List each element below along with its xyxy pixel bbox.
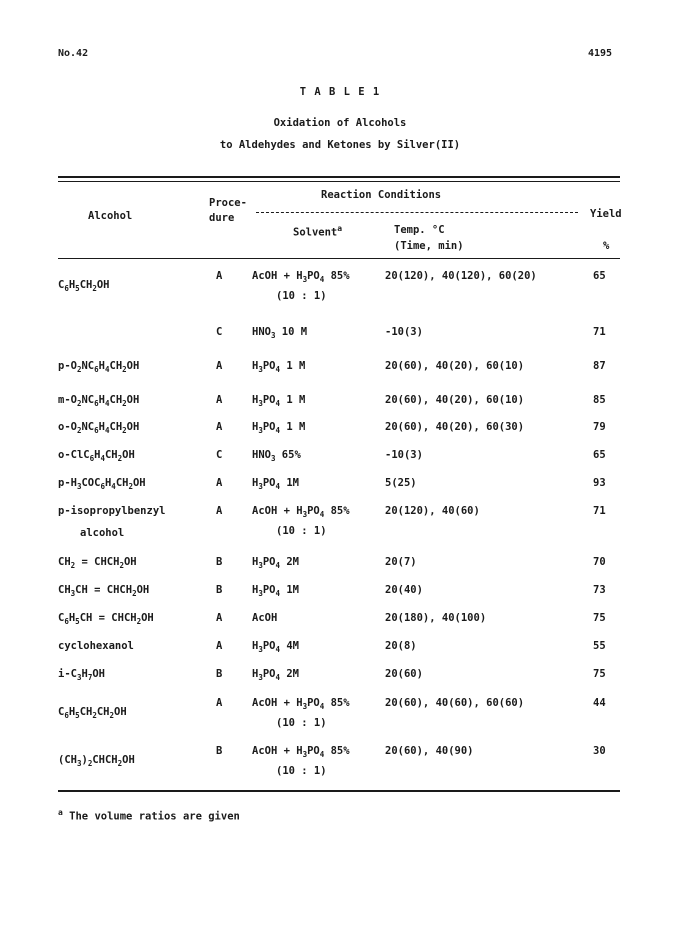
temp-time-cell: 20(60), 40(60), 60(60) bbox=[385, 697, 525, 709]
procedure-cell: B bbox=[216, 584, 223, 596]
col-header-temp: Temp. °C bbox=[394, 224, 445, 236]
header-rule bbox=[58, 258, 620, 259]
temp-time-cell: 20(8) bbox=[385, 640, 417, 652]
alcohol-cell: $C_6H_5CH$ = $CHCH_2OH$ bbox=[58, 612, 154, 626]
temp-time-cell: -10(3) bbox=[385, 449, 423, 461]
temp-time-cell: 20(40) bbox=[385, 584, 423, 596]
temp-time-cell: 20(7) bbox=[385, 556, 417, 568]
alcohol-cell: $C_6H_5CH_2OH$ bbox=[58, 279, 110, 293]
solvent-cell: $H_3PO_4$ 2M bbox=[252, 556, 299, 570]
temp-time-cell: 20(60), 40(20), 60(30) bbox=[385, 421, 525, 433]
alcohol-cell: $p-H_3COC_6H_4CH_2OH$ bbox=[58, 477, 146, 491]
procedure-cell: A bbox=[216, 394, 223, 406]
procedure-cell: B bbox=[216, 668, 223, 680]
procedure-cell: A bbox=[216, 360, 223, 372]
procedure-cell: A bbox=[216, 477, 223, 489]
solvent-cell: AcOH bbox=[252, 612, 278, 624]
table-top-rule-thin bbox=[58, 181, 620, 182]
procedure-cell: C bbox=[216, 326, 223, 338]
journal-issue: No.42 bbox=[58, 48, 89, 59]
page-number: 4195 bbox=[588, 48, 613, 59]
yield-cell: 87 bbox=[593, 360, 606, 372]
yield-cell: 55 bbox=[593, 640, 606, 652]
alcohol-cell: p-isopropylbenzyl bbox=[58, 505, 166, 517]
yield-cell: 65 bbox=[593, 449, 606, 461]
yield-cell: 30 bbox=[593, 745, 606, 757]
solvent-cell: $HNO_3$ 10 M bbox=[252, 326, 308, 340]
procedure-cell: A bbox=[216, 640, 223, 652]
col-header-time: (Time, min) bbox=[394, 240, 464, 252]
solvent-cell: $H_3PO_4$ 2M bbox=[252, 668, 299, 682]
procedure-cell: A bbox=[216, 421, 223, 433]
yield-cell: 70 bbox=[593, 556, 606, 568]
temp-time-cell: 20(180), 40(100) bbox=[385, 612, 487, 624]
footnote: $^a$ The volume ratios are given bbox=[58, 808, 240, 823]
table-bottom-rule bbox=[58, 790, 620, 792]
temp-time-cell: 20(60), 40(20), 60(10) bbox=[385, 360, 525, 372]
alcohol-cell: $C_6H_5CH_2CH_2OH$ bbox=[58, 706, 127, 720]
temp-time-cell: 20(120), 40(120), 60(20) bbox=[385, 270, 537, 282]
solvent-cell: $H_3PO_4$ 1 M bbox=[252, 421, 306, 435]
temp-time-cell: 20(60), 40(20), 60(10) bbox=[385, 394, 525, 406]
yield-cell: 75 bbox=[593, 612, 606, 624]
col-header-yield: Yield bbox=[590, 208, 622, 220]
solvent-cell: $HNO_3$ 65% bbox=[252, 449, 301, 463]
alcohol-cell: $o-O_2NC_6H_4CH_2OH$ bbox=[58, 421, 140, 435]
alcohol-cell: $m-O_2NC_6H_4CH_2OH$ bbox=[58, 394, 140, 408]
alcohol-cell: $CH_2$ = $CHCH_2OH$ bbox=[58, 556, 137, 570]
temp-time-cell: 5(25) bbox=[385, 477, 417, 489]
solvent-cell: $H_3PO_4$ 4M bbox=[252, 640, 299, 654]
procedure-cell: A bbox=[216, 697, 223, 709]
yield-cell: 44 bbox=[593, 697, 606, 709]
procedure-cell: A bbox=[216, 270, 223, 282]
table-top-rule bbox=[58, 176, 620, 178]
yield-cell: 71 bbox=[593, 326, 606, 338]
col-header-alcohol: Alcohol bbox=[88, 210, 133, 222]
solvent-cell: AcOH + $H_3PO_4$ 85% bbox=[252, 745, 350, 759]
yield-cell: 85 bbox=[593, 394, 606, 406]
yield-cell: 65 bbox=[593, 270, 606, 282]
alcohol-cell: $p-O_2NC_6H_4CH_2OH$ bbox=[58, 360, 140, 374]
solvent-cell: $H_3PO_4$ 1 M bbox=[252, 360, 306, 374]
col-header-solvent: Solvent$^a$ bbox=[293, 224, 343, 239]
solvent-cell: $H_3PO_4$ 1 M bbox=[252, 394, 306, 408]
col-header-reaction-conditions: Reaction Conditions bbox=[321, 189, 442, 201]
solvent-cell: AcOH + $H_3PO_4$ 85% bbox=[252, 505, 350, 519]
procedure-cell: A bbox=[216, 505, 223, 517]
solvent-ratio-cell: (10 : 1) bbox=[276, 525, 327, 537]
alcohol-cell-cont: alcohol bbox=[80, 527, 125, 539]
table-title: T A B L E 1 bbox=[299, 86, 381, 98]
solvent-cell: AcOH + $H_3PO_4$ 85% bbox=[252, 697, 350, 711]
temp-time-cell: -10(3) bbox=[385, 326, 423, 338]
yield-cell: 75 bbox=[593, 668, 606, 680]
solvent-ratio-cell: (10 : 1) bbox=[276, 290, 327, 302]
temp-time-cell: 20(60), 40(90) bbox=[385, 745, 474, 757]
yield-cell: 79 bbox=[593, 421, 606, 433]
temp-time-cell: 20(120), 40(60) bbox=[385, 505, 480, 517]
table-caption-line2: to Aldehydes and Ketones by Silver(II) bbox=[219, 139, 461, 151]
alcohol-cell: $CH_3CH$ = $CHCH_2OH$ bbox=[58, 584, 150, 598]
yield-cell: 73 bbox=[593, 584, 606, 596]
solvent-cell: AcOH + $H_3PO_4$ 85% bbox=[252, 270, 350, 284]
yield-cell: 71 bbox=[593, 505, 606, 517]
col-header-procedure-2: dure bbox=[209, 212, 235, 224]
solvent-ratio-cell: (10 : 1) bbox=[276, 717, 327, 729]
alcohol-cell: $i-C_3H_7OH$ bbox=[58, 668, 105, 682]
procedure-cell: C bbox=[216, 449, 223, 461]
col-header-procedure: Proce- bbox=[209, 197, 247, 209]
procedure-cell: B bbox=[216, 745, 223, 757]
solvent-cell: $H_3PO_4$ 1M bbox=[252, 584, 299, 598]
col-header-yield-unit: % bbox=[603, 240, 610, 252]
alcohol-cell: cyclohexanol bbox=[58, 640, 134, 652]
yield-cell: 93 bbox=[593, 477, 606, 489]
procedure-cell: B bbox=[216, 556, 223, 568]
solvent-cell: $H_3PO_4$ 1M bbox=[252, 477, 299, 491]
table-caption-line1: Oxidation of Alcohols bbox=[273, 117, 407, 129]
alcohol-cell: $(CH_3)_2CHCH_2OH$ bbox=[58, 754, 135, 768]
solvent-ratio-cell: (10 : 1) bbox=[276, 765, 327, 777]
reaction-conditions-divider bbox=[256, 212, 578, 213]
procedure-cell: A bbox=[216, 612, 223, 624]
alcohol-cell: $o-ClC_6H_4CH_2OH$ bbox=[58, 449, 135, 463]
temp-time-cell: 20(60) bbox=[385, 668, 423, 680]
